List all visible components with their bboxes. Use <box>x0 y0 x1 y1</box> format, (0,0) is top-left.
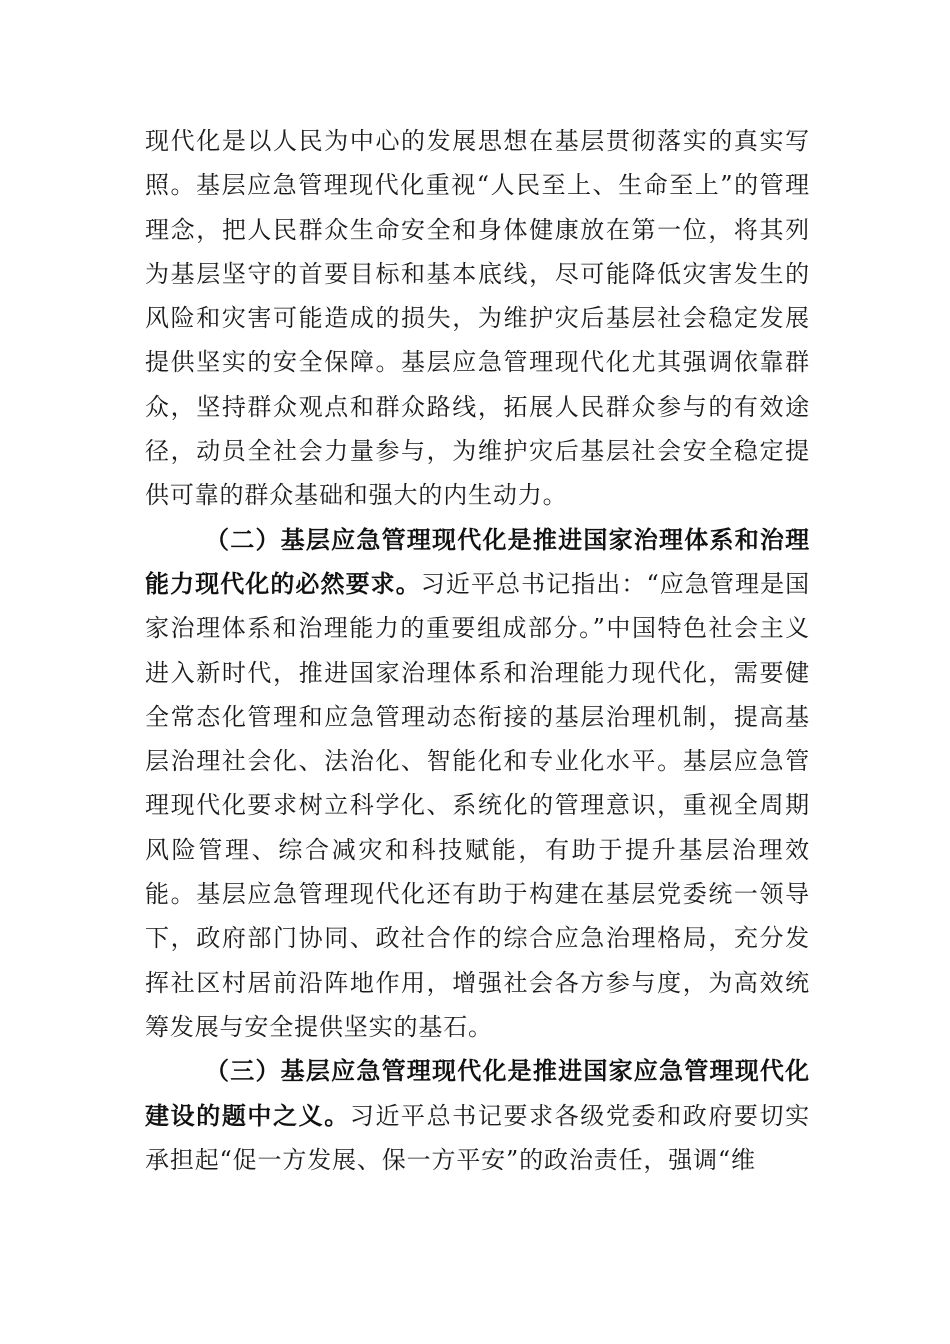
document-body <box>145 119 810 1182</box>
paragraph-body: 习近平总书记指出：“应急管理是国家治理体系和治理能力的重要组成部分。”中国特色社会主义进入新时代，推进国家治理体系和治理能力现代化，需要健全常态化管理和应急管理动态衔接的基层治理机制，提高基层治理社会化、法治化、智能化和专业化水平。基层应急管理现代化要求树立科学化、系统化的管理意识，重视全周期风险管理、综合减灾和科技赋能，有助于提升基层治理效能。基层应急管理现代化还有助于构建在基层党委统一领导下，政府部门协同、政社合作的综合应急治理格局，充分发挥社区村居前沿阵地作用，增强社会各方参与度，为高效统筹发展与安全提供坚实的基石。 <box>145 569 810 1041</box>
section-heading: （三）基层应急管理现代化是推进国家应急管理现代化建设的题中之义。 <box>145 1057 810 1130</box>
paragraph-body: 现代化是以人民为中心的发展思想在基层贯彻落实的真实写照。基层应急管理现代化重视“人民至上、生命至上”的管理理念，把人民群众生命安全和身体健康放在第一位，将其列为基层坚守的首要目标和基本底线，尽可能降低灾害发生的风险和灾害可能造成的损失，为维护灾后基层社会稳定发展提供坚实的安全保障。基层应急管理现代化尤其强调依靠群众，坚持群众观点和群众路线，拓展人民群众参与的有效途径，动员全社会力量参与，为维护灾后基层社会安全稳定提供可靠的群众基础和强大的内生动力。 <box>145 127 810 510</box>
paragraph-section-2 <box>145 518 810 1050</box>
paragraph-body: 习近平总书记要求各级党委和政府要切实承担起“促一方发展、保一方平安”的政治责任，强调“维 <box>145 1101 810 1174</box>
section-heading: （二）基层应急管理现代化是推进国家治理体系和治理能力现代化的必然要求。 <box>145 525 810 598</box>
paragraph-continuation <box>145 119 810 518</box>
paragraph-section-3 <box>145 1049 810 1182</box>
